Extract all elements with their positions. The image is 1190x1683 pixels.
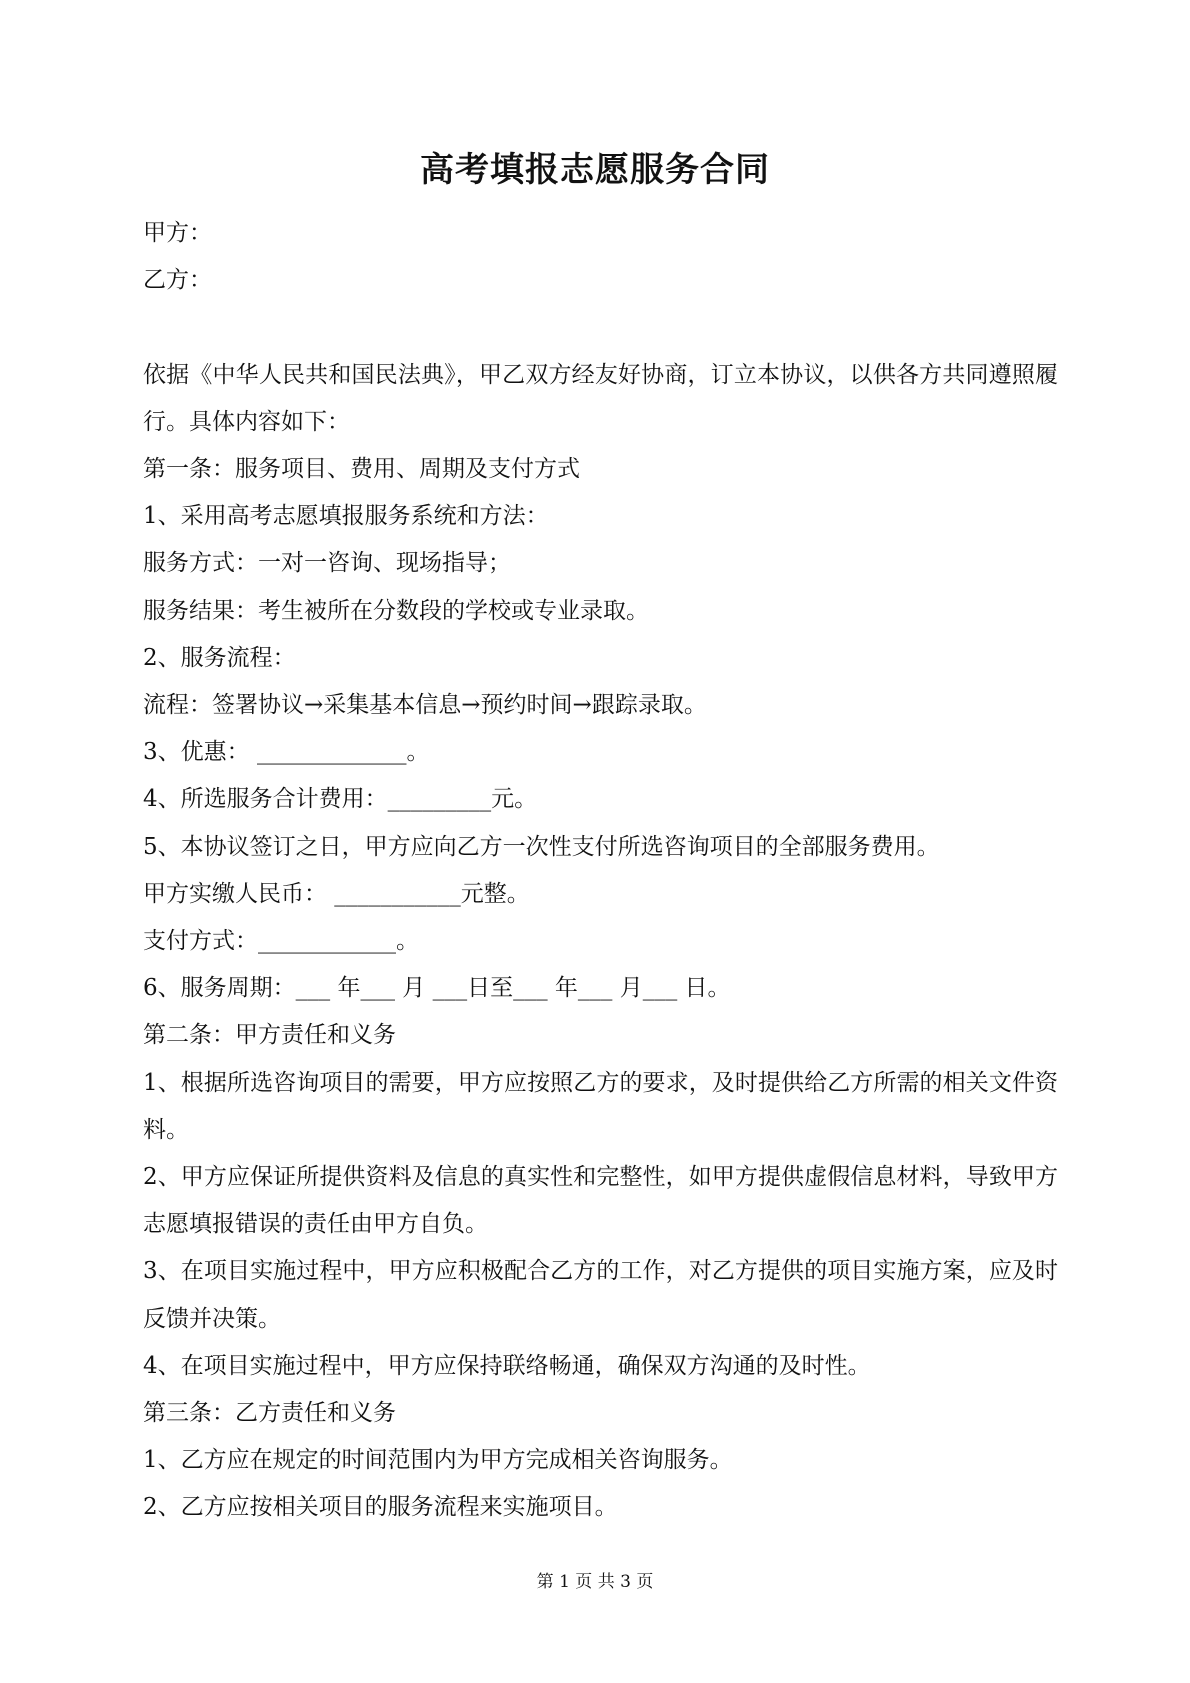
article-1-item-2: 2、服务流程： xyxy=(143,644,296,671)
party-b-line: 乙方： xyxy=(143,267,212,294)
total-fee-line: 4、所选服务合计费用：_________元。 xyxy=(143,786,538,813)
preamble-paragraph: 依据《中华人民共和国民法典》，甲乙双方经友好协商，订立本协议，以供各方共同遵照履行。具体内容如下： xyxy=(143,361,1058,435)
blank-spacer xyxy=(143,304,1058,351)
article-2-item-2: 2、甲方应保证所提供资料及信息的真实性和完整性，如甲方提供虚假信息材料，导致甲方志愿填报错误的责任由甲方自负。 xyxy=(143,1164,1058,1238)
article-2-item-1: 1、根据所选咨询项目的需要，甲方应按照乙方的要求，及时提供给乙方所需的相关文件资料。 xyxy=(143,1069,1058,1143)
service-period-line: 6、服务周期：___ 年___ 月 ___日至___ 年___ 月___ 日。 xyxy=(143,975,731,1002)
article-1-heading: 第一条：服务项目、费用、周期及支付方式 xyxy=(143,456,580,482)
service-result-line: 服务结果：考生被所在分数段的学校或专业录取。 xyxy=(143,597,649,624)
discount-line: 3、优惠： _____________。 xyxy=(143,739,430,766)
document-body xyxy=(143,210,1058,1532)
page-footer: 第 1 页 共 3 页 xyxy=(536,1572,654,1592)
paid-amount-line: 甲方实缴人民币： ___________元整。 xyxy=(143,880,530,907)
process-line: 流程：签署协议→采集基本信息→预约时间→跟踪录取。 xyxy=(143,692,707,719)
service-method-line: 服务方式：一对一咨询、现场指导； xyxy=(143,550,511,577)
document-title: 高考填报志愿服务合同 xyxy=(420,150,770,190)
article-2-heading: 第二条：甲方责任和义务 xyxy=(143,1022,396,1049)
article-3-heading: 第三条：乙方责任和义务 xyxy=(143,1400,396,1427)
article-2-item-4: 4、在项目实施过程中，甲方应保持联络畅通，确保双方沟通的及时性。 xyxy=(143,1352,871,1379)
payment-method-line: 支付方式：____________。 xyxy=(143,928,419,955)
article-3-item-1: 1、乙方应在规定的时间范围内为甲方完成相关咨询服务。 xyxy=(143,1447,733,1474)
party-a-line: 甲方： xyxy=(143,220,212,246)
article-1-item-1: 1、采用高考志愿填报服务系统和方法： xyxy=(143,503,549,530)
payment-term-line: 5、本协议签订之日，甲方应向乙方一次性支付所选咨询项目的全部服务费用。 xyxy=(143,833,940,860)
article-3-item-2: 2、乙方应按相关项目的服务流程来实施项目。 xyxy=(143,1494,618,1521)
article-2-item-3: 3、在项目实施过程中，甲方应积极配合乙方的工作，对乙方提供的项目实施方案，应及时反馈并决策。 xyxy=(143,1258,1058,1332)
